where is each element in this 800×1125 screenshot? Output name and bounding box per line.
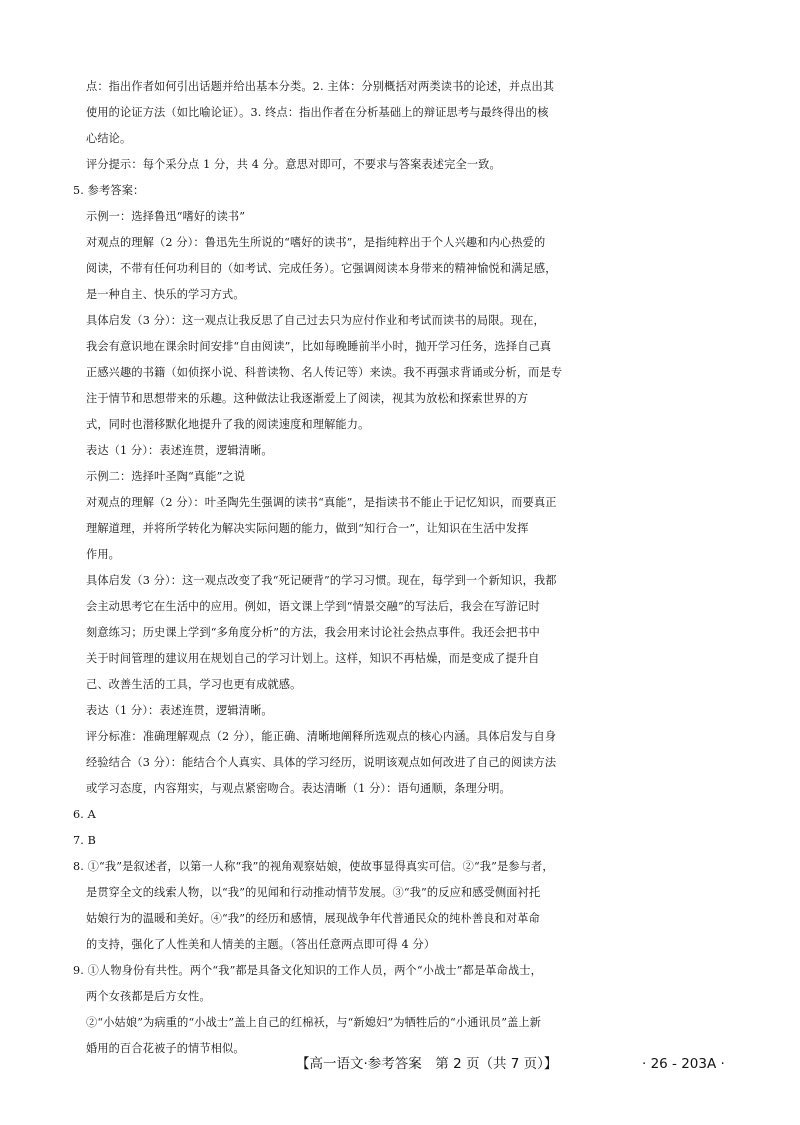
text-line: 是贯穿全文的线索人物，以“我”的见闻和行动推动情节发展。③“我”的反应和感受侧面衬托 xyxy=(86,886,541,899)
footer-page-info: 【高一语文·参考答案 第 2 页（共 7 页）】 xyxy=(296,1056,558,1072)
text-line: 的支持，强化了人性美和人情美的主题。（答出任意两点即可得 4 分） xyxy=(86,938,436,951)
text-line: 己、改善生活的工具，学习也更有成就感。 xyxy=(86,678,302,691)
page-footer xyxy=(0,1054,800,1074)
text-line: 表达（1 分）：表述连贯，逻辑清晰。 xyxy=(86,444,273,457)
text-line: 对观点的理解（2 分）：鲁迅先生所说的“嗜好的读书”，是指纯粹出于个人兴趣和内心热爱的 xyxy=(86,236,546,249)
text-line: 阅读，不带有任何功利目的（如考试、完成任务）。它强调阅读本身带来的精神愉悦和满足感， xyxy=(86,262,557,275)
text-line: ②“小姑娘”为病重的“小战士”盖上自己的红棉袄，与“新媳妇”为牺牲后的“小通讯员”盖上新 xyxy=(86,1016,542,1029)
text-line: 是一种自主、快乐的学习方式。 xyxy=(86,288,245,301)
text-line: 会主动思考它在生活中的应用。例如，语文课上学到“情景交融”的写法后，我会在写游记时 xyxy=(86,600,540,613)
text-line: 作用。 xyxy=(86,548,121,561)
text-line: 式，同时也潜移默化地提升了我的阅读速度和理解能力。 xyxy=(86,418,370,431)
footer-code: · 26 - 203A · xyxy=(642,1056,725,1072)
text-line: 经验结合（3 分）：能结合个人真实、具体的学习经历，说明该观点如何改进了自己的阅读方法 xyxy=(86,756,557,769)
text-line: 婚用的百合花被子的情节相似。 xyxy=(86,1042,245,1055)
text-line: 理解道理，并将所学转化为解决实际问题的能力，做到“知行合一”，让知识在生活中发挥 xyxy=(86,522,529,535)
text-line: 点：指出作者如何引出话题并给出基本分类。2. 主体：分别概括对两类读书的论述，并点出其 xyxy=(86,80,555,93)
text-line: 具体启发（3 分）：这一观点让我反思了自己过去只为应付作业和考试而读书的局限。现在， xyxy=(86,314,545,327)
text-line: 具体启发（3 分）：这一观点改变了我“死记硬背”的学习习惯。现在，每学到一个新知识，我都 xyxy=(86,574,557,587)
text-line: 对观点的理解（2 分）：叶圣陶先生强调的读书“真能”，是指读书不能止于记忆知识，而要真正 xyxy=(86,496,557,509)
text-line: 姑娘行为的温暖和美好。④“我”的经历和感情，展现战争年代普通民众的纯朴善良和对革命 xyxy=(86,912,540,925)
text-line: 两个女孩都是后方女性。 xyxy=(86,990,211,1003)
text-line: 刻意练习；历史课上学到“多角度分析”的方法，我会用来讨论社会热点事件。我还会把书中 xyxy=(86,626,540,639)
text-line: 关于时间管理的建议用在规划自己的学习计划上。这样，知识不再枯燥，而是变成了提升自 xyxy=(86,652,540,665)
text-line: 我会有意识地在课余时间安排“自由阅读”，比如每晚睡前半小时，抛开学习任务，选择自己真 xyxy=(86,340,552,353)
text-line: 注于情节和思想带来的乐趣。这种做法让我逐渐爱上了阅读，视其为放松和探索世界的方 xyxy=(86,392,529,405)
question-number: 5. 参考答案： xyxy=(73,184,145,197)
text-line: 正感兴趣的书籍（如侦探小说、科普读物、名人传记等）来读。我不再强求背诵或分析，而是专 xyxy=(86,366,563,379)
text-line: 或学习态度，内容翔实，与观点紧密吻合。表达清晰（1 分）：语句通顺，条理分明。 xyxy=(86,782,511,795)
text-line: 评分标准：准确理解观点（2 分），能正确、清晰地阐释所选观点的核心内涵。具体启发与自身 xyxy=(86,730,557,743)
question-number: 6. A xyxy=(73,808,96,821)
question-number: 7. B xyxy=(73,834,97,847)
text-line: 示例一：选择鲁迅“嗜好的读书” xyxy=(86,210,246,223)
text-line: 评分提示：每个采分点 1 分，共 4 分。意思对即可，不要求与答案表述完全一致。 xyxy=(86,158,501,171)
text-line: 心结论。 xyxy=(86,132,132,145)
text-line: 8. ①“我”是叙述者，以第一人称“我”的视角观察姑娘，使故事显得真实可信。②“我”是参与者， xyxy=(73,860,554,873)
text-line: 使用的论证方法（如比喻论证）。3. 终点：指出作者在分析基础上的辩证思考与最终得出的核 xyxy=(86,106,549,119)
text-line: 表达（1 分）：表述连贯，逻辑清晰。 xyxy=(86,704,273,717)
text-line: 9. ①人物身份有共性。两个“我”都是具备文化知识的工作人员，两个“小战士”都是革命战士， xyxy=(73,964,542,977)
text-line: 示例二：选择叶圣陶“真能”之说 xyxy=(86,470,246,483)
